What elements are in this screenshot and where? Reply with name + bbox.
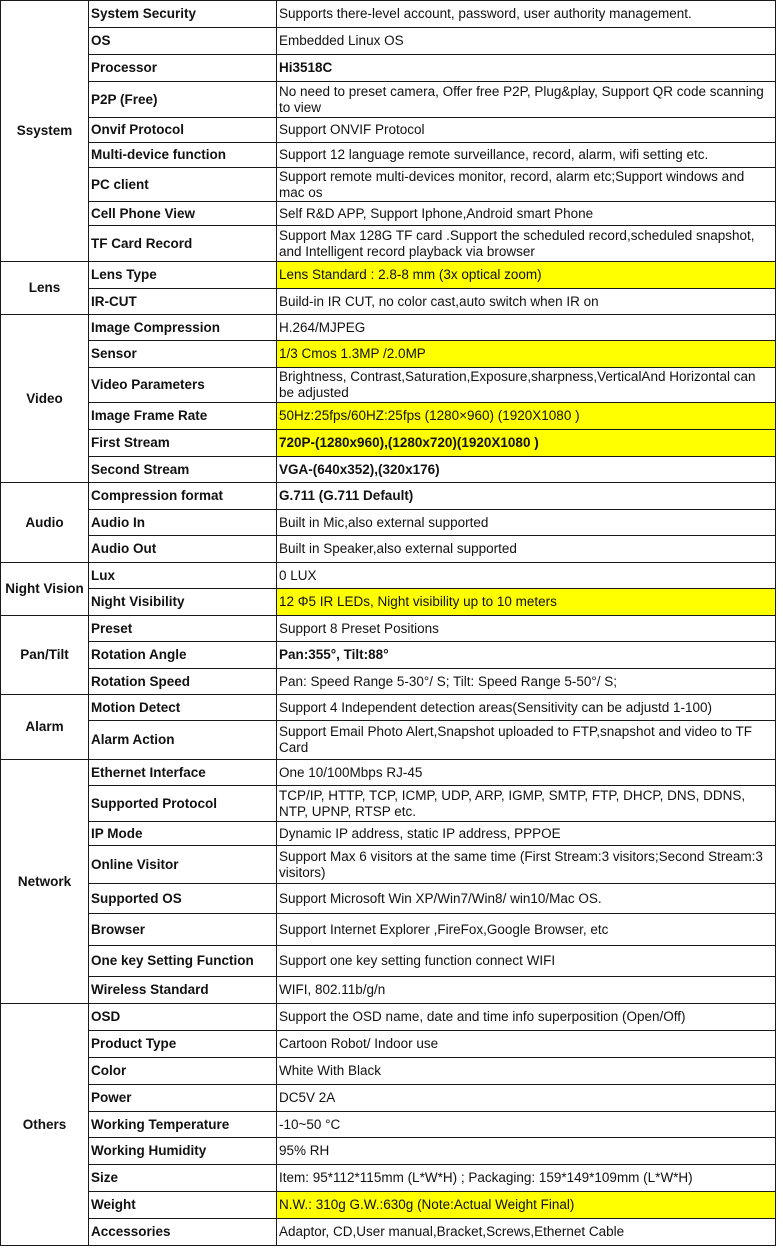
parameter-value: Self R&D APP, Support Iphone,Android smart Phone	[277, 202, 776, 226]
table-row	[1, 1004, 776, 1031]
parameter-value: WIFI, 802.11b/g/n	[277, 977, 776, 1004]
category-cell: Others	[1, 1004, 89, 1246]
parameter-label: Motion Detect	[89, 695, 277, 721]
parameter-label: One key Setting Function	[89, 946, 277, 977]
parameter-value: Dynamic IP address, static IP address, PPPOE	[277, 822, 776, 846]
parameter-label: Supported OS	[89, 884, 277, 914]
parameter-value: Built in Speaker,also external supported	[277, 536, 776, 563]
parameter-value: 95% RH	[277, 1138, 776, 1165]
parameter-label: Power	[89, 1085, 277, 1112]
table-row	[1, 616, 776, 642]
table-row	[1, 846, 776, 884]
parameter-value: Pan: Speed Range 5-30°/ S; Tilt: Speed Range 5-50°/ S;	[277, 669, 776, 695]
table-row	[1, 760, 776, 786]
parameter-label: First Stream	[89, 430, 277, 457]
parameter-value: Adaptor, CD,User manual,Bracket,Screws,Ethernet Cable	[277, 1219, 776, 1246]
parameter-value: Support Max 128G TF card .Support the scheduled record,scheduled snapshot, and Intelligent record playback via browser	[277, 226, 776, 262]
table-row	[1, 315, 776, 341]
table-row	[1, 1192, 776, 1219]
parameter-value: 1/3 Cmos 1.3MP /2.0MP	[277, 341, 776, 368]
parameter-value: Cartoon Robot/ Indoor use	[277, 1031, 776, 1058]
parameter-value: 720P-(1280x960),(1280x720)(1920X1080 )	[277, 430, 776, 457]
table-row	[1, 457, 776, 483]
parameter-label: Image Frame Rate	[89, 403, 277, 430]
parameter-label: Working Temperature	[89, 1112, 277, 1138]
table-row	[1, 82, 776, 118]
parameter-value: Support 12 language remote surveillance, record, alarm, wifi setting etc.	[277, 143, 776, 168]
parameter-label: Onvif Protocol	[89, 118, 277, 143]
table-row	[1, 1219, 776, 1246]
parameter-value: N.W.: 310g G.W.:630g (Note:Actual Weight Final)	[277, 1192, 776, 1219]
table-row	[1, 368, 776, 403]
parameter-value: DC5V 2A	[277, 1085, 776, 1112]
parameter-label: Cell Phone View	[89, 202, 277, 226]
parameter-value: G.711 (G.711 Default)	[277, 483, 776, 510]
parameter-label: Online Visitor	[89, 846, 277, 884]
parameter-value: Lens Standard : 2.8-8 mm (3x optical zoom)	[277, 262, 776, 289]
table-row	[1, 536, 776, 563]
parameter-value: Support Max 6 visitors at the same time (First Stream:3 visitors;Second Stream:3 visitors)	[277, 846, 776, 884]
parameter-value: Built in Mic,also external supported	[277, 510, 776, 536]
parameter-label: Size	[89, 1165, 277, 1192]
table-row	[1, 884, 776, 914]
table-row	[1, 1, 776, 28]
parameter-label: Lens Type	[89, 262, 277, 289]
parameter-label: Browser	[89, 914, 277, 946]
parameter-value: Hi3518C	[277, 55, 776, 82]
table-row	[1, 118, 776, 143]
category-cell: Ssystem	[1, 1, 89, 262]
parameter-label: Wireless Standard	[89, 977, 277, 1004]
parameter-value: VGA-(640x352),(320x176)	[277, 457, 776, 483]
parameter-label: Video Parameters	[89, 368, 277, 403]
parameter-label: Ethernet Interface	[89, 760, 277, 786]
parameter-value: Support ONVIF Protocol	[277, 118, 776, 143]
table-row	[1, 289, 776, 315]
table-row	[1, 822, 776, 846]
table-row	[1, 914, 776, 946]
table-row	[1, 28, 776, 55]
parameter-value: Support Email Photo Alert,Snapshot uploaded to FTP,snapshot and video to TF Card	[277, 721, 776, 760]
parameter-label: IR-CUT	[89, 289, 277, 315]
parameter-label: Weight	[89, 1192, 277, 1219]
parameter-value: Support one key setting function connect WIFI	[277, 946, 776, 977]
table-row	[1, 642, 776, 669]
table-row	[1, 262, 776, 289]
parameter-label: Lux	[89, 563, 277, 589]
parameter-value: Support 4 Independent detection areas(Sensitivity can be adjustd 1-100)	[277, 695, 776, 721]
parameter-label: Rotation Speed	[89, 669, 277, 695]
category-cell: Pan/Tilt	[1, 616, 89, 695]
parameter-value: Support 8 Preset Positions	[277, 616, 776, 642]
parameter-label: Product Type	[89, 1031, 277, 1058]
table-row	[1, 1165, 776, 1192]
parameter-label: Preset	[89, 616, 277, 642]
table-row	[1, 589, 776, 616]
category-cell: Alarm	[1, 695, 89, 760]
table-row	[1, 1031, 776, 1058]
table-row	[1, 483, 776, 510]
parameter-label: Second Stream	[89, 457, 277, 483]
table-row	[1, 1138, 776, 1165]
parameter-label: Rotation Angle	[89, 642, 277, 669]
table-row	[1, 563, 776, 589]
parameter-value: Build-in IR CUT, no color cast,auto switch when IR on	[277, 289, 776, 315]
table-row	[1, 1058, 776, 1085]
parameter-value: Pan:355°, Tilt:88°	[277, 642, 776, 669]
table-row	[1, 226, 776, 262]
parameter-value: -10~50 °C	[277, 1112, 776, 1138]
table-row	[1, 695, 776, 721]
parameter-value: 12 Φ5 IR LEDs, Night visibility up to 10 meters	[277, 589, 776, 616]
table-row	[1, 669, 776, 695]
parameter-label: TF Card Record	[89, 226, 277, 262]
category-cell: Audio	[1, 483, 89, 563]
table-row	[1, 168, 776, 202]
category-cell: Network	[1, 760, 89, 1004]
parameter-label: OSD	[89, 1004, 277, 1031]
table-row	[1, 430, 776, 457]
table-row	[1, 1112, 776, 1138]
table-row	[1, 786, 776, 822]
category-cell: Lens	[1, 262, 89, 315]
table-row	[1, 721, 776, 760]
parameter-label: Audio Out	[89, 536, 277, 563]
parameter-label: Processor	[89, 55, 277, 82]
parameter-value: H.264/MJPEG	[277, 315, 776, 341]
parameter-value: One 10/100Mbps RJ-45	[277, 760, 776, 786]
table-row	[1, 202, 776, 226]
category-cell: Video	[1, 315, 89, 483]
table-row	[1, 946, 776, 977]
parameter-label: Working Humidity	[89, 1138, 277, 1165]
table-row	[1, 403, 776, 430]
parameter-value: No need to preset camera, Offer free P2P, Plug&play, Support QR code scanning to view	[277, 82, 776, 118]
parameter-label: Alarm Action	[89, 721, 277, 760]
parameter-value: Item: 95*112*115mm (L*W*H) ; Packaging: 159*149*109mm (L*W*H)	[277, 1165, 776, 1192]
parameter-value: Supports there-level account, password, user authority management.	[277, 1, 776, 28]
parameter-value: Brightness, Contrast,Saturation,Exposure,sharpness,VerticalAnd Horizontal can be adjusted	[277, 368, 776, 403]
parameter-value: Support remote multi-devices monitor, record, alarm etc;Support windows and mac os	[277, 168, 776, 202]
parameter-label: Image Compression	[89, 315, 277, 341]
parameter-value: 50Hz:25fps/60HZ:25fps (1280×960) (1920X1080 )	[277, 403, 776, 430]
parameter-value: Support Microsoft Win XP/Win7/Win8/ win10/Mac OS.	[277, 884, 776, 914]
table-row	[1, 143, 776, 168]
parameter-value: Support the OSD name, date and time info superposition (Open/Off)	[277, 1004, 776, 1031]
parameter-value: Support Internet Explorer ,FireFox,Google Browser, etc	[277, 914, 776, 946]
table-row	[1, 1085, 776, 1112]
parameter-label: PC client	[89, 168, 277, 202]
table-row	[1, 55, 776, 82]
table-row	[1, 510, 776, 536]
table-row	[1, 977, 776, 1004]
parameter-label: Multi-device function	[89, 143, 277, 168]
parameter-label: Audio In	[89, 510, 277, 536]
parameter-label: P2P (Free)	[89, 82, 277, 118]
parameter-value: 0 LUX	[277, 563, 776, 589]
parameter-label: Night Visibility	[89, 589, 277, 616]
table-row	[1, 341, 776, 368]
parameter-label: Supported Protocol	[89, 786, 277, 822]
parameter-label: Compression format	[89, 483, 277, 510]
parameter-label: Accessories	[89, 1219, 277, 1246]
parameter-value: TCP/IP, HTTP, TCP, ICMP, UDP, ARP, IGMP, SMTP, FTP, DHCP, DNS, DDNS, NTP, UPNP, RTSP etc.	[277, 786, 776, 822]
parameter-value: White With Black	[277, 1058, 776, 1085]
spec-table-body	[1, 1, 776, 1246]
parameter-label: OS	[89, 28, 277, 55]
parameter-label: Sensor	[89, 341, 277, 368]
parameter-value: Embedded Linux OS	[277, 28, 776, 55]
category-cell: Night Vision	[1, 563, 89, 616]
parameter-label: IP Mode	[89, 822, 277, 846]
parameter-label: Color	[89, 1058, 277, 1085]
parameter-label: System Security	[89, 1, 277, 28]
